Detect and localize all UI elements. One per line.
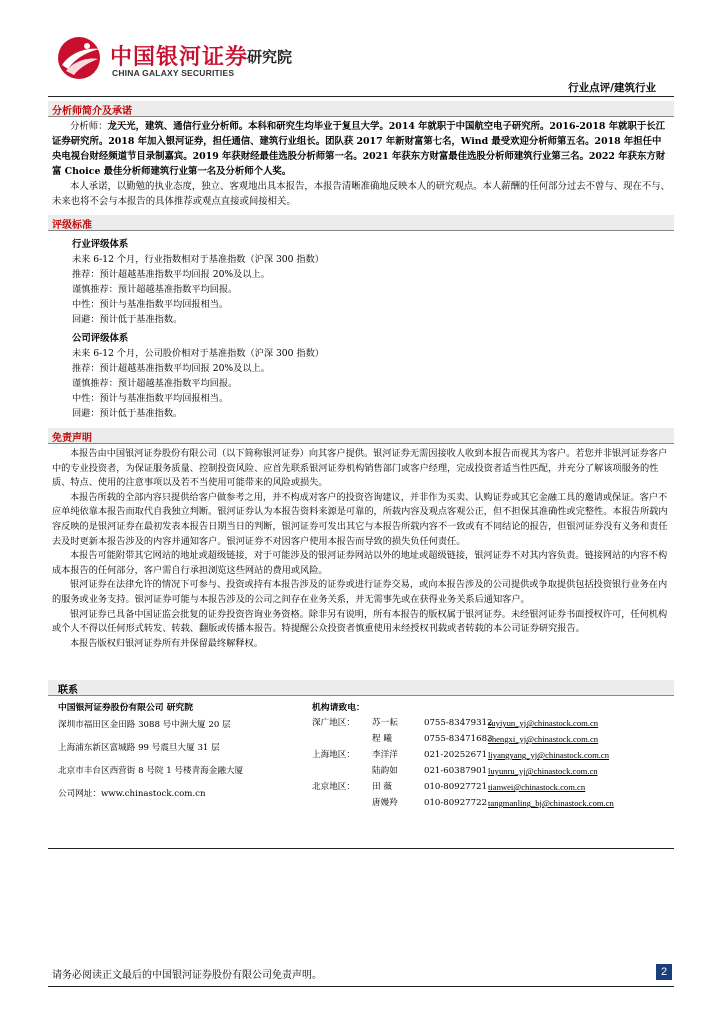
- disclaimer-paragraph: 本报告版权归银河证券所有并保留最终解释权。: [70, 637, 263, 649]
- disclaimer-body: [52, 447, 670, 651]
- contact-addresses: [58, 701, 308, 802]
- analyst-prefix: 分析师：: [70, 121, 108, 132]
- institution-title: 机构请致电：: [312, 703, 365, 713]
- analyst-pledge: 本人承诺，以勤勉的执业态度，独立、客观地出具本报告，本报告清晰准确地反映本人的研究观点。本人薪酬的任何部分过去不曾与、现在不与、未来也将不会与本报告的具体推荐或观点直接或间接相关。: [52, 181, 671, 207]
- contact-phone: 010-80927721: [424, 782, 488, 792]
- contact-phone: 010-80927722: [424, 798, 488, 808]
- section-disclaimer-title: 免责声明: [52, 433, 92, 444]
- section-rating-title: 评级标准: [52, 220, 92, 231]
- company-rating-title: 公司评级体系: [72, 333, 129, 344]
- contact-person: 苏一耘: [372, 718, 398, 728]
- contact-email-link[interactable]: tangmanling_bj@chinastock.com.cn: [488, 798, 614, 808]
- contact-phone: 0755-83479312: [424, 718, 493, 728]
- section-analyst-bar: [48, 101, 674, 117]
- contact-email-link[interactable]: liyangyang_yj@chinastock.com.cn: [488, 750, 610, 760]
- company-rating-line: 中性：预计与基准指数平均回报相当。: [72, 393, 229, 404]
- address-shanghai: 上海浦东新区富城路 99 号震旦大厦 31 层: [58, 743, 220, 753]
- disclaimer-paragraph: 本报告由中国银河证券股份有限公司（以下简称银河证券）向其客户提供。银河证券无需因接收人收到本报告而视其为客户。若您并非银河证券客户中的专业投资者，为保证服务质量、控制投资风险、应首先联系银河证券机构销售部门或客户经理，完成投资者适当性匹配，并充分了解该项服务的性质、特点、使用的注意事项以及若不当使用可能带来的风险或损失。: [52, 448, 668, 489]
- header-divider: [48, 96, 674, 97]
- address-beijing: 北京市丰台区西营街 8 号院 1 号楼青海金融大厦: [58, 766, 244, 776]
- address-shenzhen: 深圳市福田区金田路 3088 号中洲大厦 20 层: [58, 720, 231, 730]
- company-title: 中国银河证券股份有限公司 研究院: [58, 703, 194, 713]
- contact-region: 上海地区：: [312, 750, 355, 760]
- contact-row: [312, 732, 672, 748]
- section-rating-bar: [48, 215, 674, 231]
- contact-row: [312, 764, 672, 780]
- disclaimer-paragraph: 本报告所载的全部内容只提供给客户做参考之用，并不构成对客户的投资咨询建议，并非作为买卖、认购证券或其它金融工具的邀请或保证。客户不应单纯依靠本报告而取代自我独立判断。银河证券认为本报告资料来源是可靠的，所载内容及观点客观公正，但不担保其准确性或完整性。本报告所载内容反映的是银河证券在最初发表本报告日期当日的判断，银河证券可发出其它与本报告所载内容不一致或有不同结论的报告，但银河证券没有义务和责任去及时更新本报告涉及的内容并通知客户。银河证券不对因客户使用本报告而导致的损失负任何责任。: [52, 491, 668, 547]
- institution-contacts: [312, 701, 672, 812]
- disclaimer-paragraph: 银河证券已具备中国证监会批复的证券投资咨询业务资格。除非另有说明，所有本报告的版权属于银河证券。未经银河证券书面授权许可，任何机构或个人不得以任何形式转发、转载、翻版或传播本报告。特提醒公众投资者慎重使用未经授权刊载或者转载的本公司证券研究报告。: [52, 608, 668, 635]
- disclaimer-paragraph: 本报告可能附带其它网站的地址或超级链接，对于可能涉及的银河证券网站以外的地址或超级链接，银河证券不对其内容负责。链接网站的内容不构成本报告的任何部分，客户需自行承担浏览这些网站的费用或风险。: [52, 550, 668, 576]
- contact-row: [312, 780, 672, 796]
- section-analyst-title: 分析师简介及承诺: [52, 106, 132, 117]
- industry-rating-line: 未来 6-12 个月，行业指数相对于基准指数（沪深 300 指数）: [72, 254, 324, 265]
- contact-region: 北京地区：: [312, 782, 355, 792]
- contact-region: 深广地区：: [312, 718, 355, 728]
- contact-phone: 021-20252671: [424, 750, 488, 760]
- contact-row: [312, 716, 672, 732]
- contact-row: [312, 748, 672, 764]
- company-rating-line: 未来 6-12 个月，公司股价相对于基准指数（沪深 300 指数）: [72, 348, 324, 359]
- document-type: 行业点评/建筑行业: [568, 82, 656, 94]
- contact-email-link[interactable]: chengxi_yj@chinastock.com.cn: [488, 734, 599, 744]
- contact-email-link[interactable]: tianwei@chinastock.com.cn: [488, 782, 586, 792]
- section-contact-title: 联系: [58, 685, 78, 696]
- galaxy-logo-icon: [56, 35, 102, 81]
- contact-person: 李洋洋: [372, 750, 398, 760]
- contact-person: 陆韵如: [372, 766, 398, 776]
- section-disclaimer-bar: [48, 428, 674, 444]
- industry-rating-line: 谨慎推荐：预计超越基准指数平均回报。: [72, 284, 238, 295]
- contact-person: 唐嫚羚: [372, 798, 398, 808]
- contact-person: 田 薇: [372, 782, 392, 792]
- brand-name-cn: 中国银河证券: [110, 45, 249, 70]
- brand-institute: 研究院: [247, 48, 293, 66]
- industry-rating-title: 行业评级体系: [72, 239, 129, 250]
- contact-row: [312, 796, 672, 812]
- disclaimer-paragraph: 银河证券在法律允许的情况下可参与、投资或持有本报告涉及的证券或进行证券交易，或向本报告涉及的公司提供或争取提供包括投资银行业务在内的服务或业务支持。银河证券可能与本报告涉及的公司之间存在业务关系，并无需事先或在获得业务关系后通知客户。: [52, 579, 668, 605]
- contact-phone: 0755-83471683: [424, 734, 493, 744]
- company-rating-line: 推荐：预计超越基准指数平均回报 20%及以上。: [72, 363, 270, 374]
- brand-name-en: CHINA GALAXY SECURITIES: [112, 68, 235, 78]
- industry-rating-block: [72, 237, 662, 327]
- contact-person: 程 曦: [372, 734, 392, 744]
- industry-rating-line: 回避：预计低于基准指数。: [72, 314, 183, 325]
- contact-divider: [48, 848, 674, 849]
- contact-phone: 021-60387901: [424, 766, 488, 776]
- footer-note: 请务必阅读正文最后的中国银河证券股份有限公司免责声明。: [52, 970, 322, 981]
- company-rating-line: 回避：预计低于基准指数。: [72, 408, 183, 419]
- company-rating-block: [72, 331, 662, 421]
- industry-rating-line: 推荐：预计超越基准指数平均回报 20%及以上。: [72, 269, 270, 280]
- analyst-bio: [52, 119, 670, 179]
- page-number: 2: [656, 964, 672, 980]
- company-website: 公司网址：www.chinastock.com.cn: [58, 789, 206, 799]
- contact-email-link[interactable]: suyiyun_yj@chinastock.com.cn: [488, 718, 599, 728]
- contact-email-link[interactable]: luyunru_yj@chinastock.com.cn: [488, 766, 598, 776]
- section-contact-bar: [48, 680, 674, 696]
- analyst-bio-text: 龙天光，建筑、通信行业分析师。本科和研究生均毕业于复旦大学。2014 年就职于中国航空电子研究所。2016-2018 年就职于长江证券研究所。2018 年加入银河证券，担任通信、建筑行业组长。团队获 2017 年新财富第七名，Wind 最受欢迎分析师第五名。2018 年担任中央电视台财经频道节目录制嘉宾。2019 年获财经最佳选股分析师第一名。2021 年获东方财富最佳选股分析师建筑行业第三名。2022 年获东方财富 Choice 最佳分析师建筑行业第一名及分析师个人奖。: [52, 121, 666, 177]
- footer-divider: [48, 986, 674, 987]
- industry-rating-line: 中性：预计与基准指数平均回报相当。: [72, 299, 229, 310]
- company-rating-line: 谨慎推荐：预计超越基准指数平均回报。: [72, 378, 238, 389]
